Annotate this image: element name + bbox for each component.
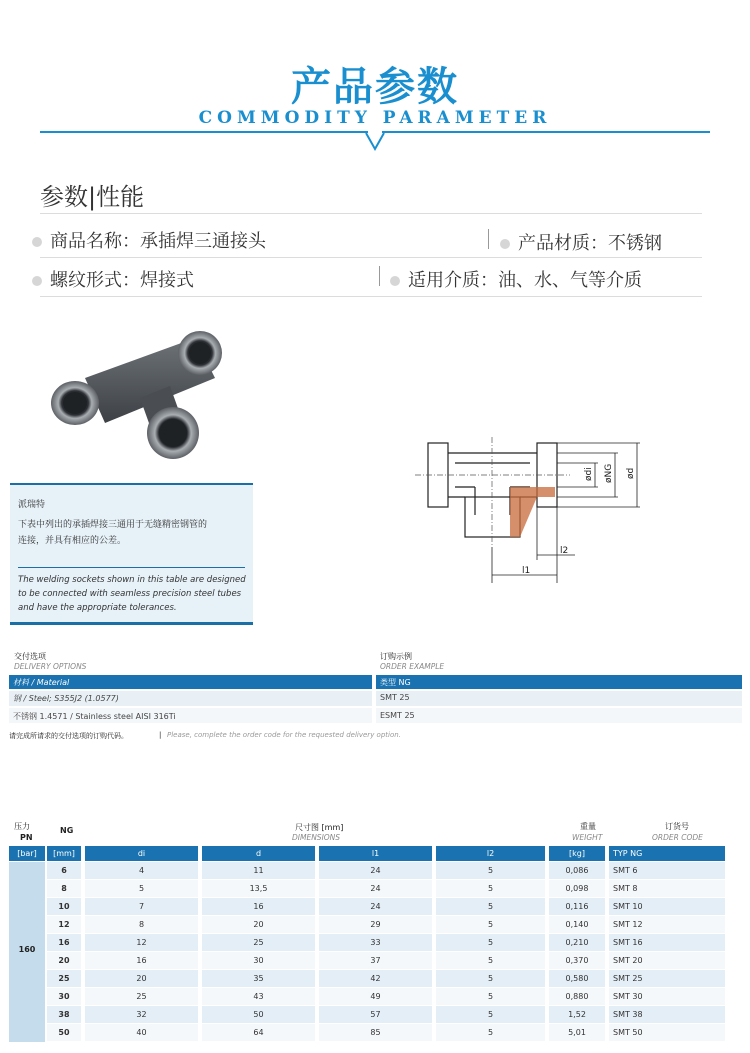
param-material: 产品材质：不锈钢 [500,229,662,255]
cell-l1: 24 [315,880,432,897]
separator [379,266,380,286]
cell-l1: 33 [315,934,432,951]
cell-order-code: SMT 6 [605,862,725,879]
cell-di: 40 [81,1024,198,1041]
cell-di: 16 [81,952,198,969]
unit-cell: l1 [315,846,432,861]
cell-d: 64 [198,1024,315,1041]
divider [40,257,702,258]
cell-order-code: SMT 16 [605,934,725,951]
material-header: 材料 / Material [9,675,372,689]
order-code-label-en: ORDER CODE [652,833,703,842]
cell-l2: 5 [432,952,545,969]
table-row [9,934,725,951]
cell-ng: 20 [45,952,81,969]
cell-l2: 5 [432,880,545,897]
cell-l1: 42 [315,970,432,987]
dimensions-table [9,845,725,1042]
weight-label: 重量 [580,822,596,831]
section-title: 参数|性能 [40,183,145,211]
param-thread: 螺纹形式：焊接式 [32,266,194,292]
title-divider-left [40,131,368,133]
unit-cell: l2 [432,846,545,861]
cell-di: 5 [81,880,198,897]
cell-l2: 5 [432,898,545,915]
cell-l1: 29 [315,916,432,933]
note-separator: | [159,731,162,739]
note-en: Please, complete the order code for the requested delivery option. [167,731,401,739]
order-code-label: 订货号 [665,822,689,831]
brand-name: 派瑞特 [18,500,46,510]
cell-l1: 57 [315,1006,432,1023]
order-example-title: 订购示例 [380,652,412,661]
cell-l1: 85 [315,1024,432,1041]
cell-l2: 5 [432,988,545,1005]
divider [18,567,245,568]
order-code-stainless: ESMT 25 [376,708,742,723]
label-l1: l1 [522,566,531,576]
cell-di: 20 [81,970,198,987]
cell-l1: 24 [315,862,432,879]
unit-cell: TYP NG [605,846,725,861]
cell-di: 12 [81,934,198,951]
cell-ng: 8 [45,880,81,897]
product-image [45,318,245,478]
weight-label-en: WEIGHT [572,833,603,842]
cell-d: 35 [198,970,315,987]
cell-di: 32 [81,1006,198,1023]
page-subtitle: COMMODITY PARAMETER [198,108,552,128]
cell-ng: 38 [45,1006,81,1023]
pn-value: 160 [18,945,36,954]
cell-l1: 37 [315,952,432,969]
cell-di: 8 [81,916,198,933]
table-row [9,1024,725,1041]
cell-ng: 30 [45,988,81,1005]
cell-ng: 6 [45,862,81,879]
cell-d: 50 [198,1006,315,1023]
note-cn: 请完成所请求的交付选项的订购代码。 [9,732,128,740]
info-box [10,483,253,625]
cell-weight: 0,116 [545,898,605,915]
cell-weight: 0,370 [545,952,605,969]
cell-d: 11 [198,862,315,879]
material-row-stainless: 不锈钢 1.4571 / Stainless steel AISI 316Ti [9,708,372,723]
technical-drawing [410,435,655,585]
table-row [9,952,725,969]
cell-weight: 0,140 [545,916,605,933]
label-l2: l2 [560,546,569,556]
cell-order-code: SMT 8 [605,880,725,897]
table-row [9,916,725,933]
cell-di: 7 [81,898,198,915]
label-d: ød [626,467,636,479]
desc-en-line: and have the appropriate tolerances. [18,603,177,613]
table-row [9,880,725,897]
cell-weight: 0,086 [545,862,605,879]
delivery-title: 交付选项 [14,652,46,661]
bullet-icon [32,276,42,286]
cell-order-code: SMT 30 [605,988,725,1005]
table-row [9,970,725,987]
cell-l2: 5 [432,862,545,879]
order-code-steel: SMT 25 [376,691,742,706]
cell-weight: 0,880 [545,988,605,1005]
cell-l2: 5 [432,1006,545,1023]
label-di: ødi [584,467,594,481]
desc-cn-line: 下表中列出的承插焊接三通用于无缝精密钢管的 [18,520,208,530]
cell-ng: 50 [45,1024,81,1041]
cell-weight: 1,52 [545,1006,605,1023]
divider [40,213,702,214]
title-divider-right [382,131,710,133]
separator [488,229,489,249]
table-row [9,1006,725,1023]
cell-l2: 5 [432,934,545,951]
cell-order-code: SMT 10 [605,898,725,915]
desc-cn-line: 连接，并具有相应的公差。 [18,536,127,546]
bullet-icon [390,276,400,286]
table-row [9,988,725,1005]
unit-cell: [mm] [45,846,81,861]
bullet-icon [500,239,510,249]
type-header: 类型 NG [376,675,742,689]
cell-l1: 49 [315,988,432,1005]
cell-d: 16 [198,898,315,915]
bullet-icon [32,237,42,247]
label-ng: øNG [604,463,614,483]
cell-di: 25 [81,988,198,1005]
cell-weight: 0,580 [545,970,605,987]
cell-d: 43 [198,988,315,1005]
desc-en-line: to be connected with seamless precision steel tubes [18,589,242,599]
pn-label: 压力 [14,822,30,831]
cell-order-code: SMT 20 [605,952,725,969]
chevron-down-icon [364,129,386,155]
unit-cell: d [198,846,315,861]
param-product-name: 商品名称：承插焊三通接头 [32,227,266,253]
order-example-title-en: ORDER EXAMPLE [380,662,445,671]
cell-d: 25 [198,934,315,951]
cell-l2: 5 [432,916,545,933]
cell-weight: 5,01 [545,1024,605,1041]
param-medium: 适用介质：油、水、气等介质 [390,266,642,292]
ng-label: NG [60,826,74,835]
divider [40,296,702,297]
cell-d: 20 [198,916,315,933]
cell-l2: 5 [432,1024,545,1041]
table-row [9,898,725,915]
cell-ng: 10 [45,898,81,915]
cell-order-code: SMT 50 [605,1024,725,1041]
unit-cell: [kg] [545,846,605,861]
desc-en-line: The welding sockets shown in this table are designed [18,575,246,585]
table-unit-row [9,846,725,861]
cell-di: 4 [81,862,198,879]
unit-cell: [bar] [9,846,45,861]
delivery-title-en: DELIVERY OPTIONS [14,662,87,671]
unit-cell: di [81,846,198,861]
dimensions-label-en: DIMENSIONS [292,833,341,842]
cell-d: 13,5 [198,880,315,897]
page-title: 产品参数 [291,64,459,110]
cell-ng: 16 [45,934,81,951]
cell-weight: 0,098 [545,880,605,897]
table-row [9,862,725,879]
cell-weight: 0,210 [545,934,605,951]
cell-d: 30 [198,952,315,969]
cell-order-code: SMT 38 [605,1006,725,1023]
material-row-steel: 钢 / Steel; S355J2 (1.0577) [9,691,372,706]
cell-order-code: SMT 25 [605,970,725,987]
pn-sub: PN [20,833,33,842]
cell-l1: 24 [315,898,432,915]
cell-order-code: SMT 12 [605,916,725,933]
cell-ng: 25 [45,970,81,987]
cell-ng: 12 [45,916,81,933]
cell-l2: 5 [432,970,545,987]
dimensions-label: 尺寸图 [mm] [295,823,344,832]
